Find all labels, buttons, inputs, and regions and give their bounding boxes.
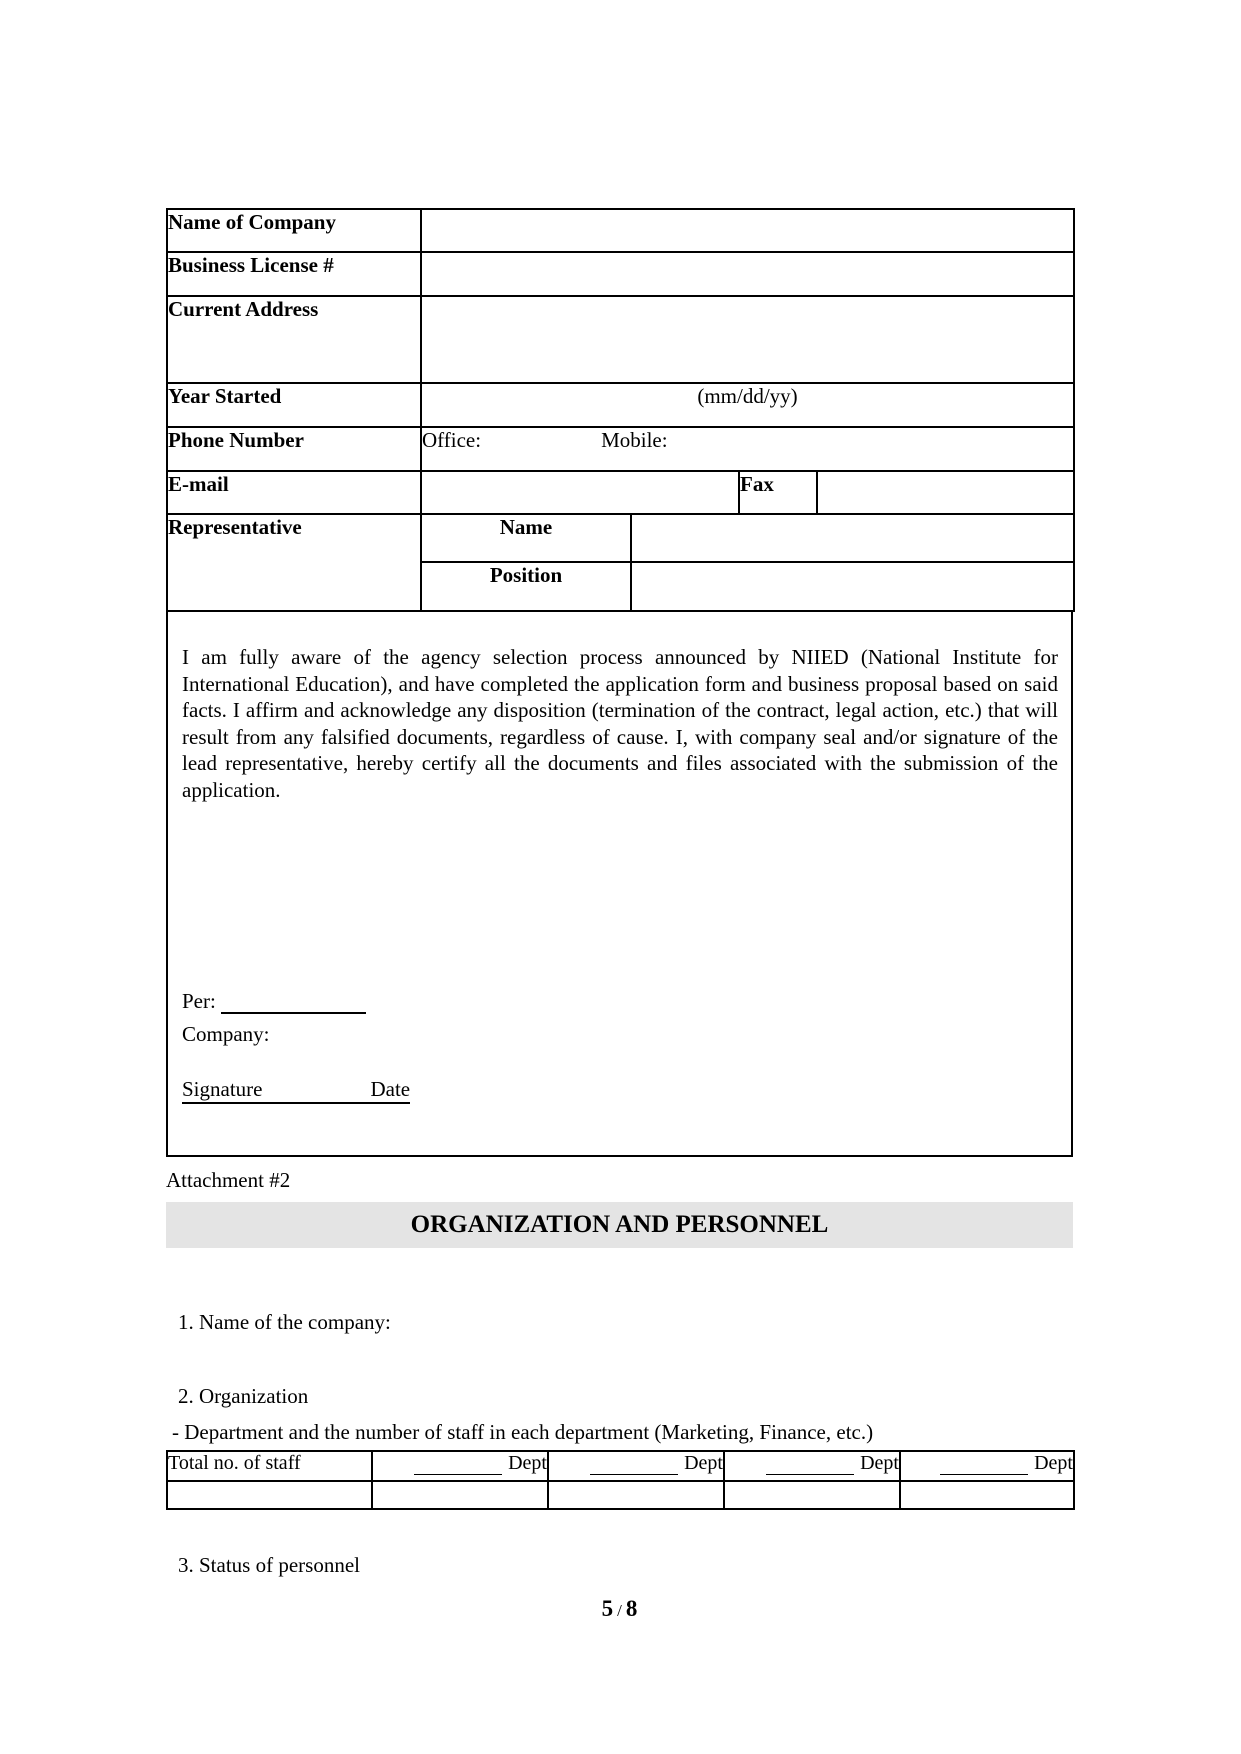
dept-label-1: Dept	[508, 1452, 547, 1474]
signature-line	[182, 1077, 410, 1102]
dept-blank-field-4[interactable]	[940, 1456, 1028, 1475]
rep-position-label: Position	[421, 562, 631, 611]
page-current: 5	[601, 1596, 614, 1621]
current-address-label: Current Address	[167, 296, 421, 383]
company-line	[182, 1022, 270, 1047]
name-of-company-field[interactable]	[421, 209, 1074, 252]
dept-header-4	[900, 1451, 1074, 1481]
company-info-table	[166, 208, 1075, 612]
rep-name-field[interactable]	[631, 514, 1074, 562]
dept-label-2: Dept	[684, 1452, 723, 1474]
dept-blank-field-3[interactable]	[766, 1456, 854, 1475]
page-number	[166, 1596, 1073, 1622]
dept-count-field-4[interactable]	[900, 1481, 1074, 1509]
name-of-company-label: Name of Company	[167, 209, 421, 252]
staff-table	[166, 1450, 1075, 1510]
per-label: Per:	[182, 989, 216, 1013]
per-line	[182, 989, 366, 1014]
phone-office-label: Office:	[422, 428, 482, 452]
business-license-field[interactable]	[421, 252, 1074, 296]
rep-position-field[interactable]	[631, 562, 1074, 611]
phone-mobile-label: Mobile:	[601, 428, 668, 452]
signature-label: Signature	[182, 1077, 263, 1101]
fax-label: Fax	[739, 471, 817, 514]
dept-label-4: Dept	[1034, 1452, 1073, 1474]
dept-header-3	[724, 1451, 900, 1481]
dept-count-field-2[interactable]	[548, 1481, 724, 1509]
declaration-box	[166, 610, 1073, 1157]
fax-field[interactable]	[817, 471, 1074, 514]
page-separator: /	[617, 1601, 622, 1620]
current-address-field[interactable]	[421, 296, 1074, 383]
section-title-banner: ORGANIZATION AND PERSONNEL	[166, 1202, 1073, 1248]
year-started-field[interactable]: (mm/dd/yy)	[421, 383, 1074, 427]
phone-number-field[interactable]	[421, 427, 1074, 471]
section-3-status-of-personnel: 3. Status of personnel	[178, 1553, 360, 1577]
date-label: Date	[370, 1077, 411, 1101]
dept-count-field-1[interactable]	[372, 1481, 548, 1509]
business-license-label: Business License #	[167, 252, 421, 296]
representative-label: Representative	[167, 514, 421, 611]
phone-number-label: Phone Number	[167, 427, 421, 471]
section-1-name-of-company: 1. Name of the company:	[178, 1310, 391, 1334]
section-2-organization: 2. Organization	[178, 1384, 309, 1408]
total-staff-field[interactable]	[167, 1481, 372, 1509]
dept-header-1	[372, 1451, 548, 1481]
dept-count-field-3[interactable]	[724, 1481, 900, 1509]
attachment-label: Attachment #2	[166, 1168, 291, 1192]
company-label: Company:	[182, 1022, 270, 1046]
dept-blank-field-1[interactable]	[414, 1456, 502, 1475]
declaration-text: I am fully aware of the agency selection process announced by NIIED (National Institute for International Education), and have completed the application form and business proposal based on said facts. I affirm and acknowledge any disposition (termination of the contract, legal action, etc.) that will result from any falsified documents, regardless of cause. I, with company seal and/or signature of the lead representative, hereby certify all the documents and files associated with the submission of the application.	[182, 645, 1058, 802]
signature-date-underline	[182, 1077, 410, 1104]
total-staff-label: Total no. of staff	[167, 1451, 372, 1481]
section-2-note: - Department and the number of staff in each department (Marketing, Finance, etc.)	[172, 1420, 874, 1444]
page-total: 8	[625, 1596, 638, 1621]
per-blank-field[interactable]	[221, 991, 366, 1014]
year-started-label: Year Started	[167, 383, 421, 427]
dept-blank-field-2[interactable]	[590, 1456, 678, 1475]
email-label: E-mail	[167, 471, 421, 514]
rep-name-label: Name	[421, 514, 631, 562]
dept-label-3: Dept	[860, 1452, 899, 1474]
email-field[interactable]	[421, 471, 739, 514]
dept-header-2	[548, 1451, 724, 1481]
